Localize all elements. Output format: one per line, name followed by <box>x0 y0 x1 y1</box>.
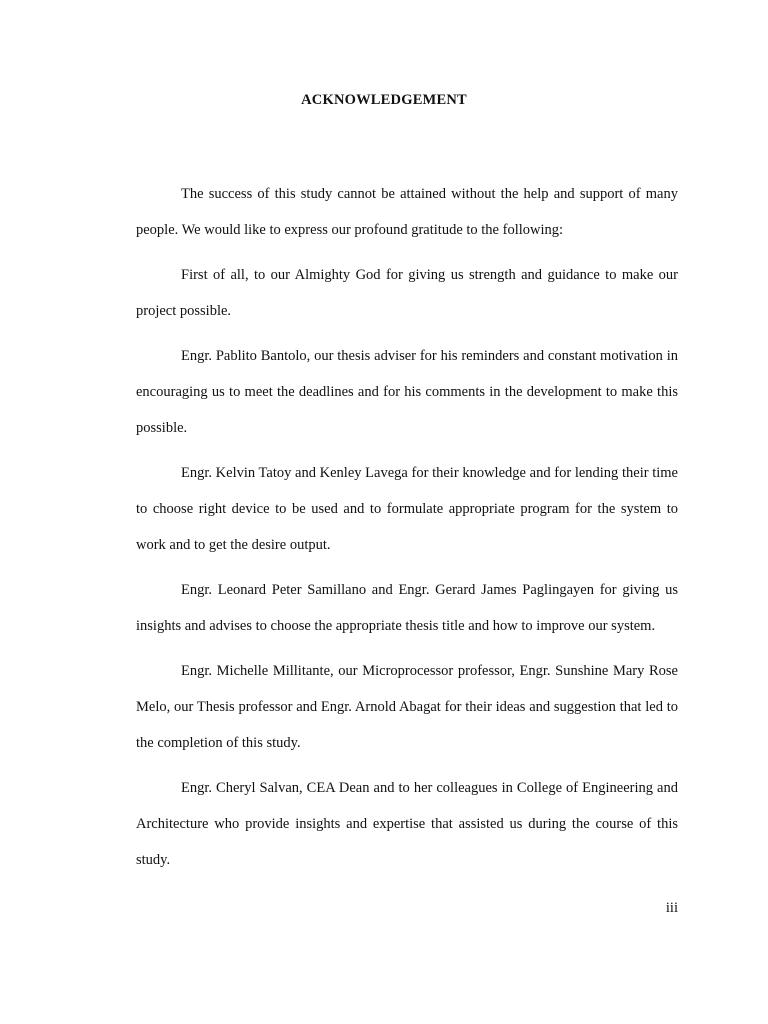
paragraph-adviser: Engr. Pablito Bantolo, our thesis adviser for his reminders and constant motivation in encouraging us to meet the deadlines and for his comments in the development to make this possible. <box>136 348 678 436</box>
paragraph-intro: The success of this study cannot be attained without the help and support of many people. We would like to express our profound gratitude to the following: <box>136 186 678 238</box>
paragraph-technical-help: Engr. Kelvin Tatoy and Kenley Lavega for their knowledge and for lending their time to choose right device to be used and to formulate appropriate program for the system to work and to get the desire output. <box>136 465 678 553</box>
page-number: iii <box>665 900 678 916</box>
paragraph-professors: Engr. Michelle Millitante, our Microprocessor professor, Engr. Sunshine Mary Rose Melo, our Thesis professor and Engr. Arnold Abagat for their ideas and suggestion that led to the completion of this study. <box>136 663 678 751</box>
paragraph-insights: Engr. Leonard Peter Samillano and Engr. Gerard James Paglingayen for giving us insights and advises to choose the appropriate thesis title and how to improve our system. <box>136 582 678 634</box>
acknowledgement-body <box>136 176 678 887</box>
paragraph-dean: Engr. Cheryl Salvan, CEA Dean and to her colleagues in College of Engineering and Architecture who provide insights and expertise that assisted us during the course of this study. <box>136 780 678 868</box>
page-title: ACKNOWLEDGEMENT <box>301 92 467 108</box>
paragraph-god: First of all, to our Almighty God for giving us strength and guidance to make our project possible. <box>136 267 678 319</box>
